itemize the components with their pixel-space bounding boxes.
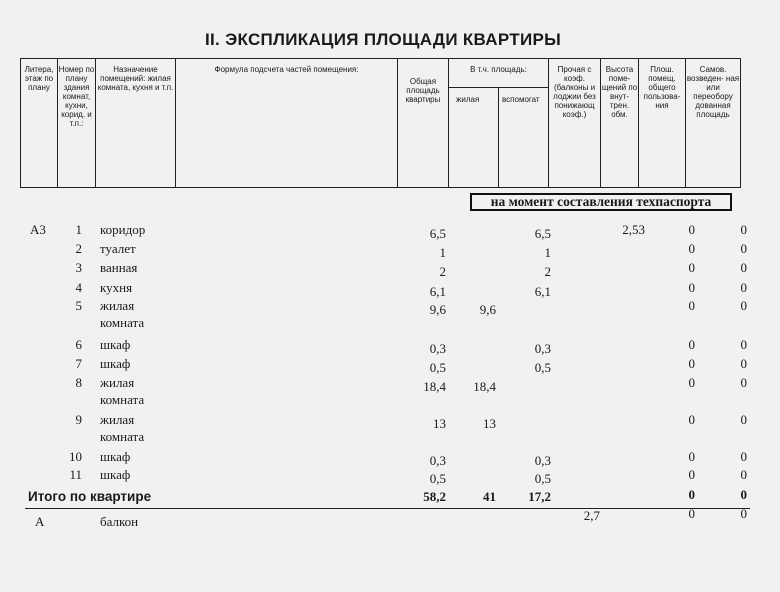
row-2-total: 1 bbox=[439, 245, 446, 260]
row-4-name: кухня bbox=[100, 280, 133, 295]
row-4-num: 4 bbox=[75, 280, 82, 295]
header-purpose: Назначение помещений: жилая комната, кухня и т.п. bbox=[96, 59, 176, 187]
row-3-total: 2 bbox=[439, 264, 446, 279]
row-8-self: 0 bbox=[740, 375, 747, 390]
row-8-total: 18,4 bbox=[423, 379, 446, 394]
balcony-name: балкон bbox=[100, 514, 139, 529]
row-4-aux: 6,1 bbox=[534, 284, 551, 299]
row-2-self: 0 bbox=[740, 241, 747, 256]
row-2-aux: 1 bbox=[544, 245, 551, 260]
row-2-name: туалет bbox=[100, 241, 136, 256]
row-7-name: шкаф bbox=[100, 356, 131, 371]
header-aux: вспомогат bbox=[502, 95, 540, 104]
row-9-common: 0 bbox=[688, 412, 695, 427]
row-9-total: 13 bbox=[433, 416, 446, 431]
row-3-num: 3 bbox=[75, 260, 82, 275]
header-living: жилая bbox=[456, 95, 480, 104]
row-5-name: жилая bbox=[100, 298, 135, 313]
row-1-name: коридор bbox=[100, 222, 146, 237]
row-9-self: 0 bbox=[740, 412, 747, 427]
row-7-common: 0 bbox=[688, 356, 695, 371]
row-10-num: 10 bbox=[69, 449, 82, 464]
row-8-name2: комната bbox=[100, 392, 145, 407]
row-5-self: 0 bbox=[740, 298, 747, 313]
row-5-living: 9,6 bbox=[479, 302, 496, 317]
row-8-common: 0 bbox=[688, 375, 695, 390]
row-8-living: 18,4 bbox=[473, 379, 496, 394]
balcony-other: 2,7 bbox=[583, 508, 600, 523]
moment-caption: на момент составления техпаспорта bbox=[470, 193, 732, 211]
row-3-aux: 2 bbox=[544, 264, 551, 279]
row-4-common: 0 bbox=[688, 280, 695, 295]
page-title: II. ЭКСПЛИКАЦИЯ ПЛОЩАДИ КВАРТИРЫ bbox=[205, 30, 562, 49]
header-self: Самов. возведен- ная или переобору дованная площадь bbox=[686, 65, 740, 119]
header-incl: В т.ч. площадь: bbox=[449, 59, 549, 187]
row-8-name: жилая bbox=[100, 375, 135, 390]
header-total: Общая площадь квартиры bbox=[398, 59, 449, 187]
row-6-self: 0 bbox=[740, 337, 747, 352]
row-1-num: 1 bbox=[75, 222, 82, 237]
row-5-name2: комната bbox=[100, 315, 145, 330]
row-1-common: 0 bbox=[688, 222, 695, 237]
row-5-num: 5 bbox=[75, 298, 82, 313]
balcony-litera: А bbox=[35, 514, 45, 529]
header-number: Номер по плану здания комнат, кухни, корид. и т.п.: bbox=[58, 59, 96, 187]
row-9-name2: комната bbox=[100, 429, 145, 444]
row-4-total: 6,1 bbox=[429, 284, 446, 299]
row-9-num: 9 bbox=[75, 412, 82, 427]
row-8-num: 8 bbox=[75, 375, 82, 390]
row-6-name: шкаф bbox=[100, 337, 131, 352]
total-label: Итого по квартире bbox=[28, 489, 152, 504]
total-living: 41 bbox=[483, 489, 496, 504]
row-1-self: 0 bbox=[740, 222, 747, 237]
header-formula: Формула подсчета частей помещения: bbox=[176, 59, 398, 187]
row-2-num: 2 bbox=[75, 241, 82, 256]
total-divider bbox=[25, 508, 750, 509]
row-3-common: 0 bbox=[688, 260, 695, 275]
row-11-total: 0,5 bbox=[429, 471, 446, 486]
row-10-self: 0 bbox=[740, 449, 747, 464]
balcony-self: 0 bbox=[740, 506, 747, 521]
row-1-litera: А3 bbox=[30, 222, 46, 237]
row-11-common: 0 bbox=[688, 467, 695, 482]
total-self: 0 bbox=[740, 487, 747, 502]
row-11-self: 0 bbox=[740, 467, 747, 482]
row-11-aux: 0,5 bbox=[534, 471, 551, 486]
row-7-num: 7 bbox=[75, 356, 82, 371]
row-10-name: шкаф bbox=[100, 449, 131, 464]
row-6-common: 0 bbox=[688, 337, 695, 352]
row-11-name: шкаф bbox=[100, 467, 131, 482]
row-1-total: 6,5 bbox=[429, 226, 446, 241]
row-9-living: 13 bbox=[483, 416, 496, 431]
total-area: 58,2 bbox=[423, 489, 446, 504]
row-11-num: 11 bbox=[69, 467, 82, 482]
balcony-common: 0 bbox=[688, 506, 695, 521]
row-6-num: 6 bbox=[75, 337, 82, 352]
row-7-total: 0,5 bbox=[429, 360, 446, 375]
row-3-self: 0 bbox=[740, 260, 747, 275]
row-2-common: 0 bbox=[688, 241, 695, 256]
row-6-aux: 0,3 bbox=[534, 341, 551, 356]
row-5-common: 0 bbox=[688, 298, 695, 313]
table-header bbox=[20, 58, 741, 188]
row-7-aux: 0,5 bbox=[534, 360, 551, 375]
row-1-aux: 6,5 bbox=[534, 226, 551, 241]
row-3-name: ванная bbox=[100, 260, 138, 275]
row-10-total: 0,3 bbox=[429, 453, 446, 468]
row-1-other: 2,53 bbox=[622, 222, 645, 237]
total-common: 0 bbox=[688, 487, 695, 502]
row-6-total: 0,3 bbox=[429, 341, 446, 356]
total-aux: 17,2 bbox=[528, 489, 551, 504]
row-5-total: 9,6 bbox=[429, 302, 446, 317]
row-10-common: 0 bbox=[688, 449, 695, 464]
header-common: Плош. помещ. общего пользова- ния bbox=[639, 59, 686, 187]
header-height: Высота поме- щений по внут- трен. обм. bbox=[601, 59, 639, 187]
header-other: Прочая с коэф. (балконы и лоджии без понижающ коэф.) bbox=[549, 59, 601, 187]
row-4-self: 0 bbox=[740, 280, 747, 295]
row-9-name: жилая bbox=[100, 412, 135, 427]
row-7-self: 0 bbox=[740, 356, 747, 371]
header-litera: Литера, этаж по плану bbox=[21, 59, 58, 187]
row-10-aux: 0,3 bbox=[534, 453, 551, 468]
